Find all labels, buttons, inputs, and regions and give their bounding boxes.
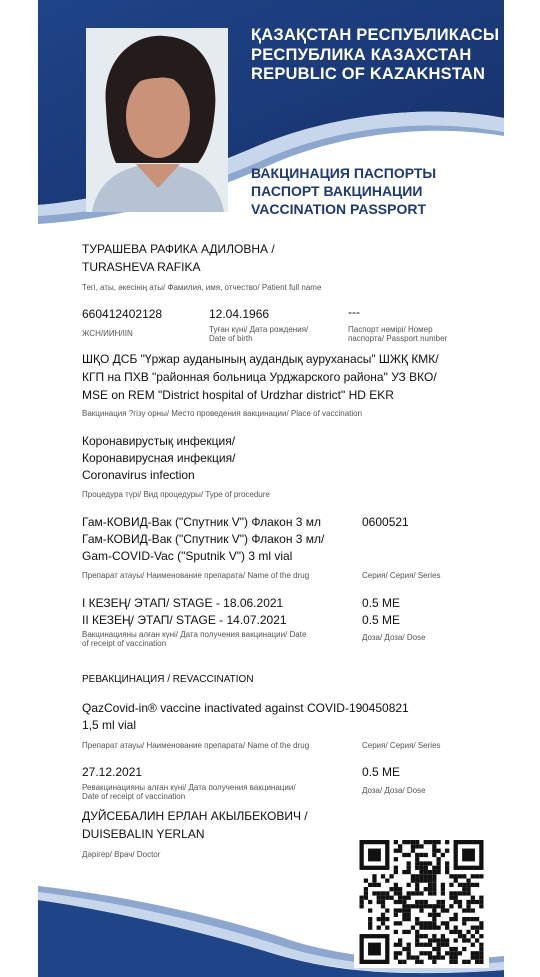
document-title-kk: ВАКЦИНАЦИЯ ПАСПОРТЫ	[251, 165, 437, 181]
dob-label-line2: Date of birth	[209, 334, 253, 343]
patient-name-line1: ТУРАШЕВА РАФИКА АДИЛОВНА /	[82, 242, 275, 256]
procedure-line3: Coronavirus infection	[82, 468, 195, 482]
vaccination-passport-card	[38, 0, 504, 977]
drug-series-label: Серия/ Серия/ Series	[362, 571, 441, 580]
stage2-dose: 0.5 ME	[362, 613, 401, 627]
revaccination-dose-label: Доза/ Доза/ Dose	[362, 786, 426, 795]
country-name-en: REPUBLIC OF KAZAKHSTAN	[251, 65, 486, 83]
document-title	[251, 164, 436, 218]
qr-code	[354, 836, 489, 968]
patient-iin: 660412402128	[82, 307, 163, 321]
place-line2: КГП на ПХВ "районная больница Урджарского района" УЗ ВКО/	[82, 370, 437, 384]
stage1: I КЕЗЕҢ/ ЭТАП/ STAGE - 18.06.2021	[82, 596, 284, 610]
place-label: Вакцинация ?гізу орны/ Место проведения вакцинации/ Place of vaccination	[82, 409, 363, 418]
document-title-en: VACCINATION PASSPORT	[251, 201, 427, 217]
revaccination-heading: РЕВАКЦИНАЦИЯ / REVACCINATION	[82, 674, 254, 685]
patient-name-label: Тегі, аты, әкесінің аты/ Фамилия, имя, отчество/ Patient full name	[82, 283, 322, 292]
stage-date-label-line2: of receipt of vaccination	[82, 639, 167, 648]
drug-series: 0600521	[362, 515, 409, 529]
patient-dob: 12.04.1966	[209, 307, 270, 321]
revaccination-date: 27.12.2021	[82, 765, 143, 779]
place-line3: MSE on REM "District hospital of Urdzhar district" HD EKR	[82, 388, 394, 402]
doctor-label: Дәрігер/ Врач/ Doctor	[82, 850, 161, 859]
place-line1: ШҚО ДСБ "Үржар ауданының аудандық ауруханасы" ШЖҚ КМК/	[82, 352, 439, 366]
revaccination-series: 0450821	[362, 701, 409, 715]
patient-photo	[86, 28, 228, 212]
procedure-label: Процедура түрі/ Вид процедуры/ Type of procedure	[82, 490, 270, 499]
procedure-line2: Коронавирусная инфекция/	[82, 451, 236, 465]
doctor-name-line2: DUISEBALIN YERLAN	[82, 827, 205, 841]
patient-passport: ---	[348, 305, 360, 319]
country-names	[251, 26, 499, 85]
doctor-name-line1: ДУЙСЕБАЛИН ЕРЛАН АКЫЛБЕКОВИЧ /	[82, 809, 308, 823]
revaccination-date-label-line2: Date of receipt of vaccination	[82, 792, 186, 801]
procedure-line1: Коронавирустық инфекция/	[82, 434, 236, 448]
passport-label-line1: Паспорт нөмірі/ Номер	[348, 325, 433, 334]
country-name-ru: РЕСПУБЛИКА КАЗАХСТАН	[251, 45, 472, 64]
drug-line2: Гам-КОВИД-Вак ("Спутник V") Флакон 3 мл/	[82, 532, 325, 546]
document-title-ru: ПАСПОРТ ВАКЦИНАЦИИ	[251, 183, 423, 199]
patient-name-line2: TURASHEVA RAFIKA	[82, 260, 201, 274]
revaccination-date-label-line1: Ревакцинацияны алған күні/ Дата получения вакцинации/	[82, 783, 296, 792]
stage2: II КЕЗЕҢ/ ЭТАП/ STAGE - 14.07.2021	[82, 613, 287, 627]
passport-label-line2: паспорта/ Passport number	[348, 334, 448, 343]
revaccination-drug-label: Препарат атауы/ Наименование препарата/ Name of the drug	[82, 741, 310, 750]
drug-line3: Gam-COVID-Vac ("Sputnik V") 3 ml vial	[82, 549, 293, 563]
qr-code-graphic	[354, 836, 489, 968]
stage1-dose: 0.5 ME	[362, 596, 401, 610]
revaccination-drug-line1: QazCovid-in® vaccine inactivated against COVID-19	[82, 701, 363, 715]
dob-label-line1: Туған күні/ Дата рождения/	[209, 325, 309, 334]
revaccination-drug-line2: 1,5 ml vial	[82, 718, 137, 732]
stage-dose-label: Доза/ Доза/ Dose	[362, 633, 426, 642]
iin-label: ЖСН/ИИН/IIN	[82, 329, 133, 338]
drug-line1: Гам-КОВИД-Вак ("Спутник V") Флакон 3 мл	[82, 515, 322, 529]
revaccination-series-label: Серия/ Серия/ Series	[362, 741, 441, 750]
country-name-kk: ҚАЗАҚСТАН РЕСПУБЛИКАСЫ	[251, 26, 500, 44]
drug-label: Препарат атауы/ Наименование препарата/ Name of the drug	[82, 571, 310, 580]
stage-date-label-line1: Вакцинацияны алған күні/ Дата получения вакцинации/ Date	[82, 630, 307, 639]
revaccination-dose: 0.5 ME	[362, 765, 401, 779]
